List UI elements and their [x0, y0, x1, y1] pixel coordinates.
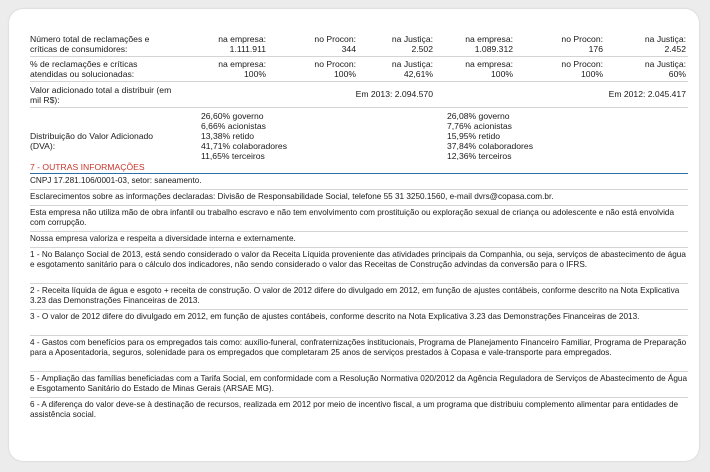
note-1: 1 - No Balanço Social de 2013, está sendo considerado o valor da Receita Líquida proveniente das atividades principais da Companhia, ou seja, serviços de abastecimento de água e esgotamento sanitário para o cálculo dos indicadores, não sendo considerado o valor das Receitas de Construção advindas da conversão para o IFRS.	[30, 250, 686, 270]
head-2013-justica: na Justiça:	[391, 34, 433, 44]
value-2013-justica: 42,61%	[403, 69, 433, 79]
note-6: 6 - A diferença do valor deve-se à destinação de recursos, realizada em 2012 por meio de incentivo fiscal, a um programa que distribuiu complemento alimentar para entidades de assistência social.	[30, 400, 679, 420]
value-2013-procon: 100%	[334, 69, 356, 79]
row-divider	[30, 81, 688, 82]
head-2012-empresa: na empresa:	[465, 59, 513, 69]
value-2012-justica: 2.452	[664, 44, 686, 54]
head-2012-justica: na Justiça:	[644, 34, 686, 44]
row-label-dva-1: Distribuição do Valor Adicionado	[30, 131, 154, 141]
para-cnpj: CNPJ 17.281.106/0001-03, setor: saneamento.	[30, 176, 202, 185]
note-4: 4 - Gastos com benefícios para os empregados tais como: auxílio-funeral, confraternizações institucionais, Programa de Planejamento Financeiro Familiar, Programa de Preparação para a Aposentadoria, seguros, solenidade para os empregados que completaram 25 anos de serviços prestados à Copasa e vale-transporte para empregados.	[30, 338, 687, 358]
note-2: 2 - Receita líquida de água e esgoto + receita de construção. O valor de 2012 difere do divulgado em 2012, em função de ajustes contábeis, conforme descrito na Nota Explicativa 3.23 das Demonstrações Financeiras de 2013.	[30, 286, 680, 306]
dva-2013-retido: 13,38% retido	[201, 131, 255, 141]
value-2013-empresa: 100%	[244, 69, 266, 79]
row-label-dva-2: (DVA):	[30, 141, 56, 151]
dva-2012-colaboradores: 37,84% colaboradores	[447, 141, 533, 151]
row-divider	[30, 56, 688, 57]
value-2012-empresa: 1.089.312	[474, 44, 513, 54]
row-label-reclamacoes-2: críticas de consumidores:	[30, 44, 128, 54]
row-label-valor-2: mil R$):	[30, 95, 60, 105]
note-3: 3 - O valor de 2012 difere do divulgado em 2012, em função de ajustes contábeis, conforme descrito na Nota Explicativa 3.23 das Demonstrações Financeiras de 2013.	[30, 312, 640, 321]
head-2012-justica: na Justiça:	[644, 59, 686, 69]
para-divider	[30, 231, 688, 232]
para-divider	[30, 397, 688, 398]
value-2013-empresa: 1.111.911	[229, 44, 266, 54]
row-label-reclamacoes-1: Número total de reclamações e	[30, 34, 150, 44]
document-card	[9, 9, 699, 461]
head-2013-empresa: na empresa:	[218, 59, 266, 69]
dva-2012-terceiros: 12,36% terceiros	[447, 151, 512, 161]
head-2012-procon: no Procon:	[561, 34, 603, 44]
para-divider	[30, 247, 688, 248]
para-divider	[30, 205, 688, 206]
para-divider	[30, 371, 688, 372]
para-divider	[30, 189, 688, 190]
dva-2013-governo: 26,60% governo	[201, 111, 264, 121]
value-2012-procon: 176	[588, 44, 603, 54]
para-divider	[30, 309, 688, 310]
value-2012-justica: 60%	[668, 69, 686, 79]
dva-2013-colaboradores: 41,71% colaboradores	[201, 141, 287, 151]
value-2013-justica: 2.502	[411, 44, 433, 54]
row-divider	[30, 107, 688, 108]
row-label-solucionadas-1: % de reclamações e críticas	[30, 59, 138, 69]
dva-2012-retido: 15,95% retido	[447, 131, 501, 141]
head-2012-procon: no Procon:	[561, 59, 603, 69]
row-label-solucionadas-2: atendidas ou solucionadas:	[30, 69, 135, 79]
valor-2013: Em 2013: 2.094.570	[355, 89, 433, 99]
dva-2013-terceiros: 11,65% terceiros	[201, 151, 265, 161]
valor-2012: Em 2012: 2.045.417	[608, 89, 686, 99]
note-5: 5 - Ampliação das famílias beneficiadas com a Tarifa Social, em conformidade com a Resolução Normativa 020/2012 da Agência Reguladora de Serviços de Abastecimento de Água e Esgotamento Sanitário do Estado de Minas Gerais (ARSAE MG).	[30, 374, 688, 394]
head-2012-empresa: na empresa:	[465, 34, 513, 44]
head-2013-justica: na Justiça:	[391, 59, 433, 69]
dva-2013-acionistas: 6,66% acionistas	[201, 121, 266, 131]
dva-2012-governo: 26,08% governo	[447, 111, 510, 121]
para-divider	[30, 283, 688, 284]
para-divider	[30, 335, 688, 336]
section-rule	[30, 173, 688, 174]
value-2012-empresa: 100%	[491, 69, 513, 79]
para-diversidade: Nossa empresa valoriza e respeita a diversidade interna e externamente.	[30, 234, 296, 243]
section-title: 7 - OUTRAS INFORMAÇÕES	[30, 162, 145, 172]
row-label-valor-1: Valor adicionado total a distribuir (em	[30, 85, 172, 95]
head-2013-procon: no Procon:	[314, 59, 356, 69]
para-mao-de-obra: Esta empresa não utiliza mão de obra infantil ou trabalho escravo e não tem envolvimento com prostituição ou exploração sexual de criança ou adolescente e não está envolvida com corrupção.	[30, 208, 675, 228]
value-2013-procon: 344	[341, 44, 356, 54]
para-esclarecimentos: Esclarecimentos sobre as informações declaradas: Divisão de Responsabilidade Social, telefone 55 31 3250.1560, e-mail dvrs@copasa.com.br.	[30, 192, 554, 201]
head-2013-procon: no Procon:	[314, 34, 356, 44]
dva-2012-acionistas: 7,76% acionistas	[447, 121, 512, 131]
head-2013-empresa: na empresa:	[218, 34, 266, 44]
value-2012-procon: 100%	[581, 69, 603, 79]
